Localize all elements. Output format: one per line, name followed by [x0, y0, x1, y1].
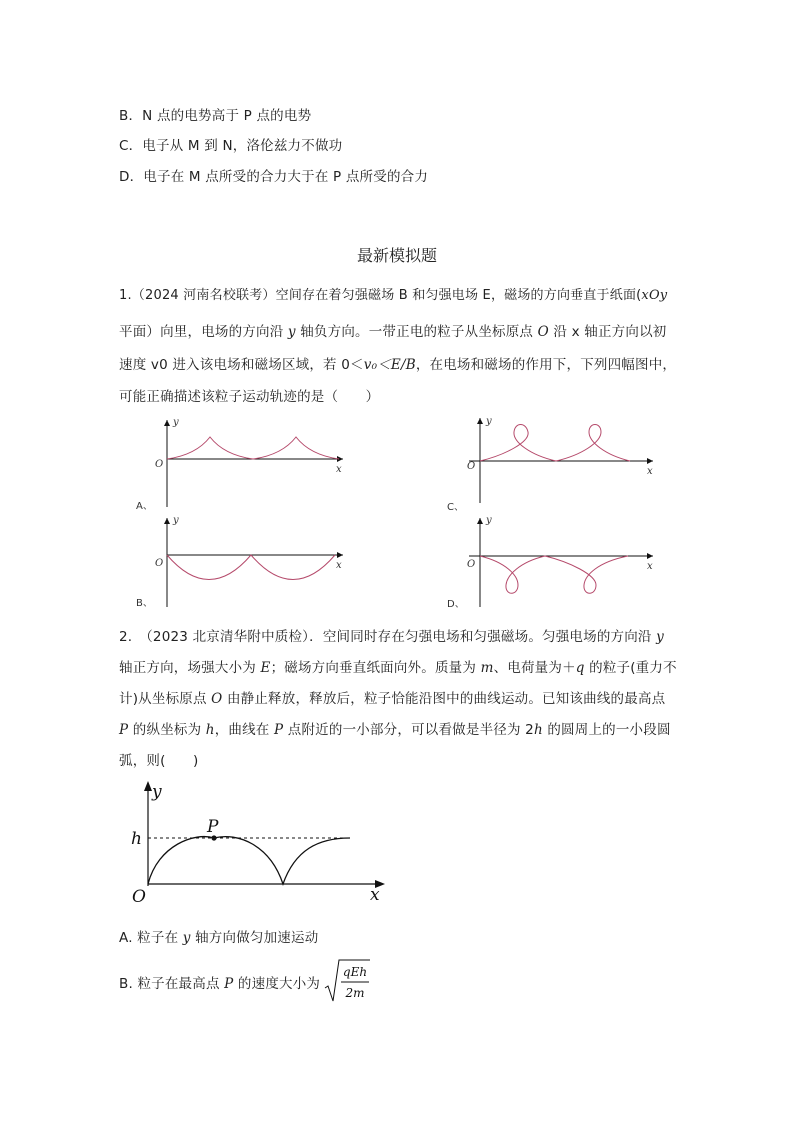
graph-c-y-label: y [486, 416, 492, 427]
q1-line-4: 可能正确描述该粒子运动轨迹的是（ ） [119, 389, 380, 405]
q2-x-label: x [370, 885, 380, 905]
graph-d-y-label: y [486, 515, 492, 526]
q2-y-label: y [152, 782, 162, 802]
graph-a-trajectory [167, 437, 339, 459]
q2-trajectory [148, 837, 350, 884]
sqrt-numerator: qEh [342, 965, 368, 979]
sqrt-denominator: 2m [345, 986, 365, 1000]
q2-line-1: 2. （2023 北京清华附中质检）．空间同时存在匀强电场和匀强磁场。匀强电场的方向沿 y [119, 629, 664, 645]
q2-line-5: 弧，则( ) [119, 753, 199, 769]
graph-a-x-label: x [336, 464, 342, 475]
graph-a-y-label: y [173, 417, 179, 428]
graph-d-label: D、 [447, 599, 465, 610]
section-title: 最新模拟题 [356, 246, 437, 265]
graph-a-label: A、 [136, 501, 153, 512]
option-d-prev: D．电子在 M 点所受的合力大于在 P 点所受的合力 [119, 169, 429, 185]
q2-p-label: P [207, 817, 219, 837]
graph-b-y-label: y [173, 515, 179, 526]
option-c-prev: C．电子从 M 到 N，洛伦兹力不做功 [119, 138, 343, 154]
q1-line-1: 1.（2024 河南名校联考）空间存在着匀强磁场 B 和匀强电场 E，磁场的方向垂直于纸面(xOy [119, 288, 668, 303]
graph-c-label: C、 [447, 502, 464, 513]
q1-graphs [0, 405, 794, 615]
q2-figure [0, 775, 794, 905]
option-b-prev: B．N 点的电势高于 P 点的电势 [119, 108, 312, 124]
q2-origin-label: O [132, 887, 146, 905]
graph-b-x-label: x [336, 560, 342, 571]
q2-option-b-sqrt [324, 958, 372, 1004]
graph-b-trajectory [167, 555, 335, 580]
graph-b-label: B、 [136, 598, 153, 609]
graph-b-origin: O [155, 558, 164, 569]
q2-line-4: P 的纵坐标为 h，曲线在 P 点附近的一小部分，可以看做是半径为 2h 的圆周上的一小段圆 [119, 722, 671, 738]
graph-d-origin: O [467, 559, 476, 570]
q2-line-3: 计)从坐标原点 O 由静止释放，释放后，粒子恰能沿图中的曲线运动。已知该曲线的最高点 [119, 691, 666, 707]
q2-option-a: A. 粒子在 y 轴方向做匀加速运动 [119, 930, 319, 946]
q1-line-2: 平面）向里，电场的方向沿 y 轴负方向。一带正电的粒子从坐标原点 O 沿 x 轴正方向以初 [119, 324, 667, 340]
graph-d-trajectory [480, 556, 628, 593]
q2-option-b: B. 粒子在最高点 P 的速度大小为 [119, 976, 321, 992]
q2-h-label: h [131, 829, 142, 849]
graph-c-origin: O [467, 461, 476, 472]
q2-line-2: 轴正方向，场强大小为 E；磁场方向垂直纸面向外。质量为 m、电荷量为＋q 的粒子(重力不 [119, 660, 677, 676]
graph-c-x-label: x [647, 466, 653, 477]
q1-line-3: 速度 v0 进入该电场和磁场区域，若 0＜v₀＜E/B，在电场和磁场的作用下，下列四幅图中， [119, 357, 677, 373]
graph-d-x-label: x [647, 561, 653, 572]
graph-c-trajectory [480, 425, 630, 462]
graph-a-origin: O [155, 459, 164, 470]
